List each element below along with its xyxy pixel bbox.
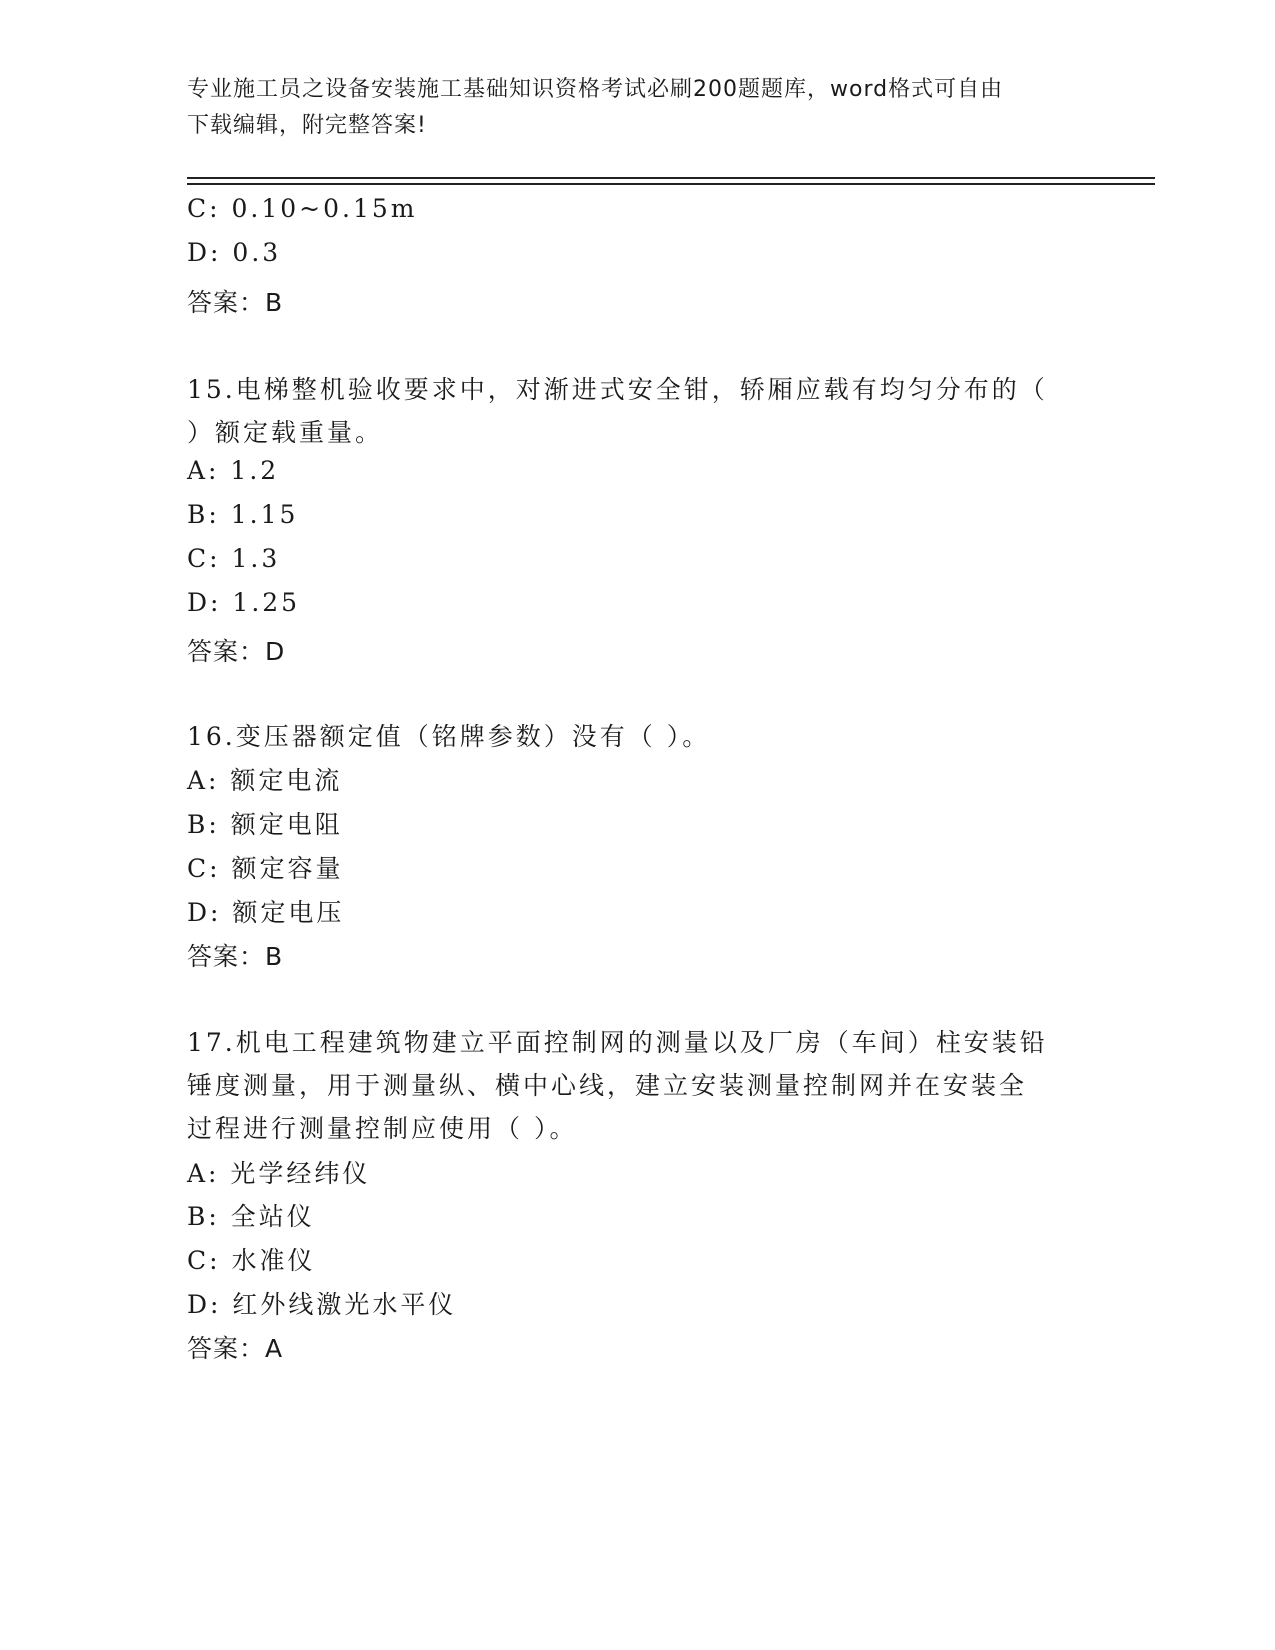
header-rule-top [187,177,1155,179]
prev-answer: 答案：B [187,288,284,317]
q17-text-line-3: 过程进行测量控制应使用（ ）。 [187,1114,578,1143]
q17-option-a: A: 光学经纬仪 [187,1159,371,1188]
q17-text-line-2: 锤度测量，用于测量纵、横中心线，建立安装测量控制网并在安装全 [187,1071,1028,1100]
document-header [187,72,1087,144]
q15-option-a: A: 1.2 [187,456,280,485]
q17-text-line-1: 17.机电工程建筑物建立平面控制网的测量以及厂房（车间）柱安装铅 [187,1028,1048,1057]
q15-text-line-2: ）额定载重量。 [187,418,384,447]
q15-option-d: D: 1.25 [187,588,301,617]
q17-option-d: D: 红外线激光水平仪 [187,1290,457,1319]
q16-option-c: C: 额定容量 [187,854,344,883]
header-rule-bottom [187,183,1155,185]
q15-answer: 答案：D [187,637,286,666]
q15-text-line-1: 15.电梯整机验收要求中，对渐进式安全钳，轿厢应载有均匀分布的（ [187,375,1048,404]
q15-option-c: C: 1.3 [187,544,281,573]
q16-text-line-1: 16.变压器额定值（铭牌参数）没有（ ）。 [187,722,711,751]
q16-option-a: A: 额定电流 [187,766,343,795]
header-line-1: 专业施工员之设备安装施工基础知识资格考试必刷200题题库，word格式可自由 [187,77,1004,102]
q16-answer: 答案：B [187,942,284,971]
q15-option-b: B: 1.15 [187,500,299,529]
q16-option-b: B: 额定电阻 [187,810,343,839]
q17-answer: 答案：A [187,1334,284,1363]
q16-option-d: D: 额定电压 [187,898,345,927]
q17-option-c: C: 水准仪 [187,1246,316,1275]
q17-option-b: B: 全站仪 [187,1202,315,1231]
prev-option-d: D: 0.3 [187,238,282,267]
header-line-2: 下载编辑，附完整答案! [187,113,427,138]
prev-option-c: C: 0.10~0.15m [187,194,418,223]
